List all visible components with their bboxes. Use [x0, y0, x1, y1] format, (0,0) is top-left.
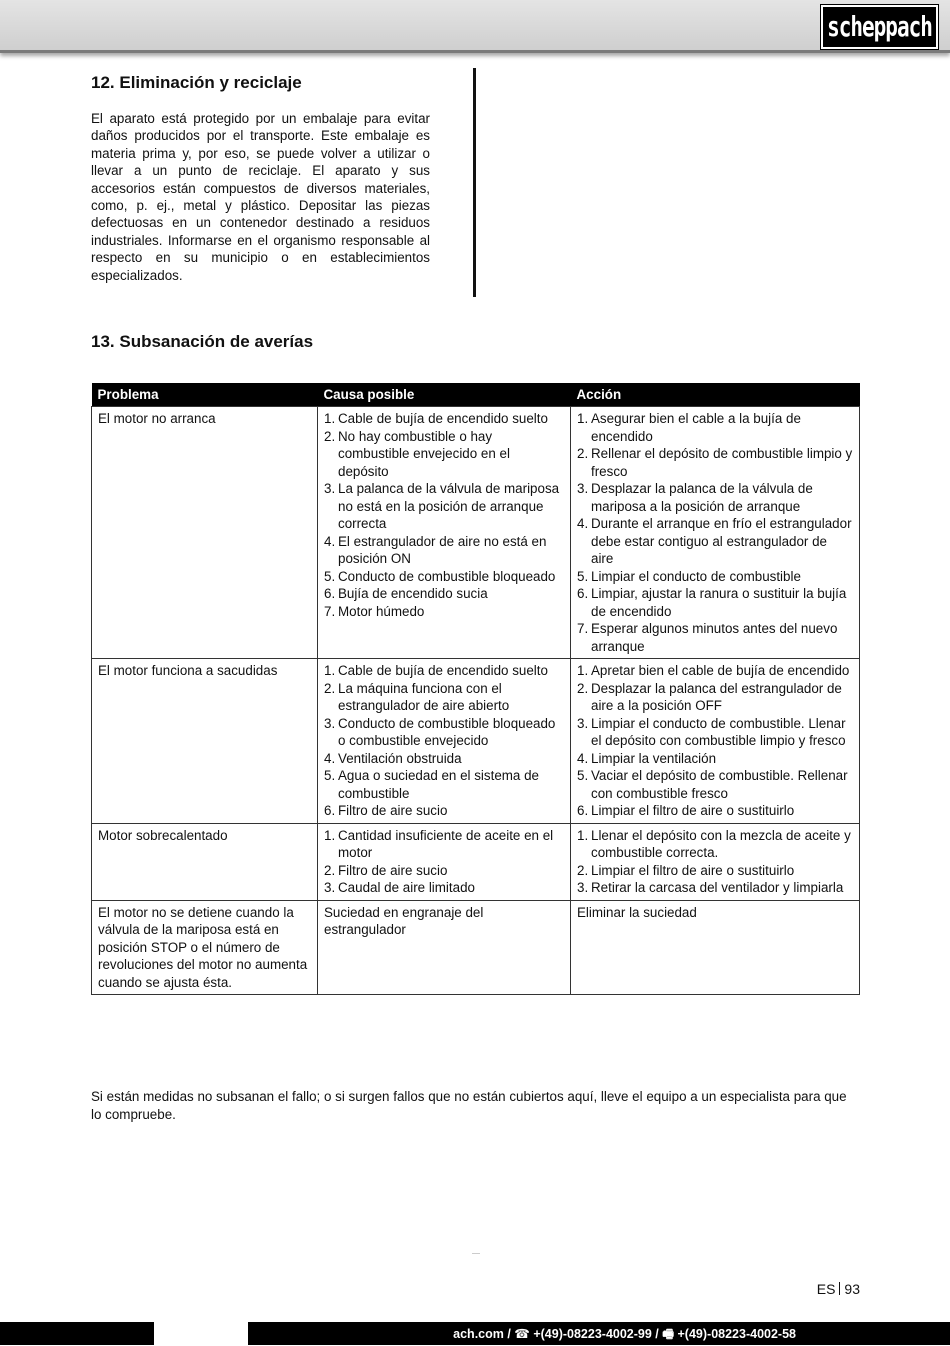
list-item — [324, 715, 564, 750]
item-text: Desplazar la palanca de la válvula de mariposa a la posición de arranque — [591, 481, 813, 514]
footer-contact: ach.com / ☎ +(49)-08223-4002-99 / 🖷 +(49)-08223-4002-58 — [453, 1327, 796, 1341]
list-item — [324, 428, 564, 481]
list-item — [577, 827, 853, 862]
list-item — [577, 750, 853, 768]
item-text: Cantidad insuficiente de aceite en el motor — [338, 827, 554, 860]
item-text: Limpiar el filtro de aire o sustituirlo — [591, 862, 795, 878]
item-text: Asegurar bien el cable a la bujía de encendido — [591, 411, 801, 444]
item-number: 1. — [577, 663, 589, 678]
numbered-list — [577, 662, 853, 820]
item-number: 3. — [577, 715, 589, 731]
item-text: Motor húmedo — [338, 603, 425, 619]
page-separator — [839, 1282, 840, 1295]
table-row — [92, 900, 860, 995]
item-number: 5. — [324, 568, 336, 584]
item-number: 6. — [577, 803, 589, 818]
numbered-list — [577, 827, 853, 897]
item-number: 4. — [577, 516, 589, 531]
item-number: 2. — [577, 680, 589, 696]
list-item — [577, 515, 853, 568]
item-text: Retirar la carcasa del ventilador y limpiarla — [591, 880, 844, 895]
table-row — [92, 823, 860, 900]
section-13-title: 13. Subsanación de averías — [91, 332, 314, 351]
item-number: 4. — [324, 750, 336, 766]
list-item — [577, 879, 853, 897]
problem-cell: Motor sobrecalentado — [92, 823, 318, 900]
item-text: Filtro de aire sucio — [338, 862, 448, 878]
page-value: 93 — [844, 1281, 860, 1297]
troubleshooting-table — [91, 383, 860, 995]
item-text: Caudal de aire limitado — [338, 880, 475, 895]
table-row — [92, 659, 860, 824]
item-number: 5. — [577, 768, 589, 783]
item-text: El estrangulador de aire no está en posición ON — [338, 533, 547, 566]
item-text: La máquina funciona con el estrangulador de aire abierto — [338, 680, 510, 713]
problem-cell: El motor funciona a sacudidas — [92, 659, 318, 824]
item-number: 3. — [324, 880, 336, 895]
item-text: La palanca de la válvula de mariposa no está en la posición de arranque correcta — [338, 481, 560, 531]
item-number: 2. — [577, 862, 589, 878]
list-item — [324, 862, 564, 880]
header-bar — [0, 0, 950, 53]
list-item — [324, 568, 564, 586]
cause-cell — [318, 659, 571, 824]
numbered-list — [324, 827, 564, 897]
list-item — [324, 662, 564, 680]
item-number: 1. — [324, 663, 336, 678]
table-body — [92, 407, 860, 995]
list-item — [324, 802, 564, 820]
item-text: Filtro de aire sucio — [338, 803, 448, 818]
item-text: Apretar bien el cable de bujía de encendido — [591, 663, 850, 678]
page-number — [817, 1281, 860, 1297]
list-item — [577, 480, 853, 515]
table-row — [92, 407, 860, 659]
item-text: Cable de bujía de encendido suelto — [338, 411, 548, 426]
item-number: 3. — [577, 880, 589, 895]
list-item — [324, 533, 564, 568]
list-item — [324, 585, 564, 603]
list-item — [577, 568, 853, 586]
item-number: 3. — [577, 481, 589, 496]
header-cause: Causa posible — [318, 383, 571, 407]
item-text: Limpiar el filtro de aire o sustituirlo — [591, 803, 795, 818]
item-number: 7. — [324, 603, 336, 619]
list-item — [577, 680, 853, 715]
column-divider — [473, 68, 476, 297]
center-mark — [472, 1253, 480, 1254]
item-text: Durante el arranque en frío el estrangulador debe estar contiguo al estrangulador de aire — [591, 516, 852, 566]
problem-cell: El motor no arranca — [92, 407, 318, 659]
item-text: Conducto de combustible bloqueado o combustible envejecido — [338, 715, 556, 748]
action-cell — [571, 407, 860, 659]
cause-cell — [318, 823, 571, 900]
list-item — [324, 827, 564, 862]
list-item — [324, 879, 564, 897]
item-text: Vaciar el depósito de combustible. Rellenar con combustible fresco — [591, 768, 848, 801]
action-cell — [571, 659, 860, 824]
list-item — [577, 585, 853, 620]
item-text: Cable de bujía de encendido suelto — [338, 663, 548, 678]
list-item — [577, 802, 853, 820]
item-number: 1. — [577, 827, 589, 843]
item-text: Llenar el depósito con la mezcla de aceite y combustible correcta. — [591, 827, 851, 860]
section-12-title: 12. Eliminación y reciclaje — [91, 73, 302, 92]
list-item — [324, 603, 564, 621]
list-item — [577, 715, 853, 750]
item-text: Rellenar el depósito de combustible limpio y fresco — [591, 446, 853, 479]
item-number: 6. — [324, 803, 336, 818]
list-item — [324, 767, 564, 802]
list-item — [324, 410, 564, 428]
item-text: Conducto de combustible bloqueado — [338, 568, 556, 584]
list-item — [577, 662, 853, 680]
language-code: ES — [816, 1281, 836, 1297]
list-item — [324, 680, 564, 715]
list-item — [577, 862, 853, 880]
item-text: Bujía de encendido sucia — [338, 586, 488, 601]
item-text: Limpiar la ventilación — [591, 750, 717, 766]
item-number: 5. — [577, 568, 589, 584]
item-number: 6. — [324, 586, 336, 601]
list-item — [577, 445, 853, 480]
cause-cell: Suciedad en engranaje del estrangulador — [318, 900, 571, 995]
list-item — [324, 750, 564, 768]
item-number: 1. — [324, 827, 336, 843]
action-cell — [571, 823, 860, 900]
item-text: Ventilación obstruida — [338, 750, 462, 766]
item-number: 2. — [324, 680, 336, 696]
item-text: No hay combustible o hay combustible envejecido en el depósito — [338, 428, 510, 479]
footer-bar — [0, 1322, 950, 1345]
list-item — [324, 480, 564, 533]
table-header-row — [92, 383, 860, 407]
item-number: 2. — [324, 428, 336, 444]
item-text: Limpiar el conducto de combustible — [591, 568, 801, 584]
item-number: 3. — [324, 481, 336, 496]
item-number: 2. — [577, 446, 589, 461]
item-number: 3. — [324, 715, 336, 731]
header-action: Acción — [571, 383, 860, 407]
item-text: Limpiar, ajustar la ranura o sustituir la bujía de encendido — [591, 586, 847, 619]
list-item — [577, 767, 853, 802]
item-number: 6. — [577, 586, 589, 601]
list-item — [577, 410, 853, 445]
cause-cell — [318, 407, 571, 659]
header-problem: Problema — [92, 383, 318, 407]
brand-logo — [821, 5, 938, 49]
numbered-list — [324, 662, 564, 820]
footnote: Si están medidas no subsanan el fallo; o si surgen fallos que no están cubiertos aquí, lleve el equipo a un especialista para que lo compruebe. — [91, 1089, 847, 1122]
list-item — [577, 620, 853, 655]
numbered-list — [324, 410, 564, 620]
item-number: 1. — [577, 411, 589, 426]
item-number: 7. — [577, 621, 589, 636]
numbered-list — [577, 410, 853, 655]
item-number: 1. — [324, 411, 336, 426]
item-text: Agua o suciedad en el sistema de combustible — [338, 768, 539, 801]
item-text: Desplazar la palanca del estrangulador de aire a la posición OFF — [591, 680, 842, 713]
item-text: Esperar algunos minutos antes del nuevo arranque — [591, 621, 838, 654]
action-cell: Eliminar la suciedad — [571, 900, 860, 995]
item-number: 4. — [577, 750, 589, 766]
brand-logo-text: scheppach — [827, 11, 932, 43]
problem-cell: El motor no se detiene cuando la válvula de la mariposa está en posición STOP o el número de revoluciones del motor no aumenta cuando se ajusta ésta. — [92, 900, 318, 995]
section-12-body: El aparato está protegido por un embalaje para evitar daños producidos por el transporte. Este embalaje es materia prima y, por eso, se puede volver a utilizar o llevar a un punto de reciclaje. El aparato y sus accesorios están compuestos de diversos materiales, como, p. ej., metal y plástico. Depositar las piezas defectuosas en un contenedor destinado a residuos industriales. Informarse en el organismo responsable al respecto en su municipio o en establecimientos especializados. — [91, 111, 430, 283]
item-number: 2. — [324, 862, 336, 878]
item-number: 4. — [324, 533, 336, 549]
item-text: Limpiar el conducto de combustible. Llenar el depósito con combustible limpio y fresco — [591, 715, 846, 748]
item-number: 5. — [324, 768, 336, 783]
footer-gap — [154, 1322, 248, 1345]
